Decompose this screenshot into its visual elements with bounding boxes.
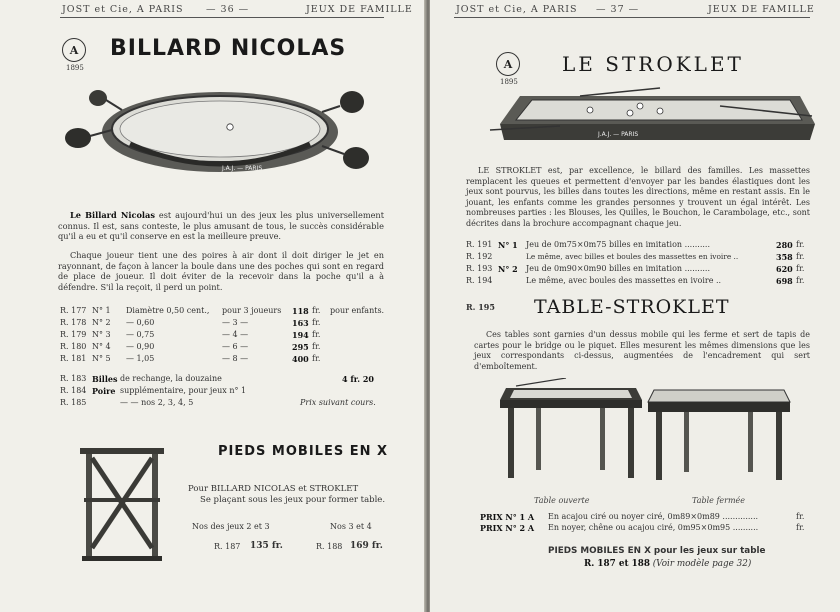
table-fermee-illustration — [644, 384, 794, 488]
left-header-publisher: JOST et Cie, A PARIS — [62, 4, 184, 15]
billard-nicolas-illustration — [60, 80, 380, 190]
caption-table-ouverte: Table ouverte — [534, 496, 590, 505]
pieds-col2-head: Nos 3 et 4 — [330, 522, 372, 531]
pieds-title: PIEDS MOBILES EN X — [218, 444, 389, 459]
footer-line1: PIEDS MOBILES EN X pour les jeux sur table — [548, 546, 766, 556]
billard-rules: Chaque joueur tient une des poires à air dont il doit diriger le jet en rayonnant, de façon à lancer la boule dans une des poches qui sont en regard de place de joueur. Il doit éviter de la recevoir dans la poche qu'il a à défendre. S'il la reçoit, il perd un point. — [58, 250, 384, 292]
pieds-line2: Se plaçant sous les jeux pour former table. — [200, 495, 386, 505]
stroklet-illustration — [480, 86, 820, 156]
pieds-line1: Pour BILLARD NICOLAS et STROKLET — [188, 484, 359, 494]
left-header-section: JEUX DE FAMILLE — [306, 4, 413, 15]
pieds-col1-ref: R. 187 — [214, 542, 241, 551]
billard-intro-name: Le Billard Nicolas — [70, 210, 155, 220]
right-logo-year: 1895 — [500, 78, 518, 86]
pieds-col1-head: Nos des jeux 2 et 3 — [192, 522, 270, 531]
stroklet-image-label: J.A.J. — PARIS — [598, 131, 639, 138]
footer-ref: R. 187 et 188 — [584, 559, 650, 569]
pieds-col2-ref: R. 188 — [316, 542, 343, 551]
left-logo-icon: A — [62, 38, 86, 62]
left-page: JOST et Cie, A PARIS — 36 — JEUX DE FAMILLE A 1895 BILLARD NICOLAS J.A.J. — PARIS Le Billard Nicolas est aujourd'hui un des jeux les plus universellement connus. Il est, sans conteste, le plus amusant de tous, le succès considérable qu'il a eu et qu'il conserve en est la meilleure preuve. Chaque joueur tient une des poires à air dont il doit diriger le jet en rayonnant, de façon à lancer la boule dans une des poches qui sont en regard de place de joueur. Il doit éviter de la recevoir dans la poche qu'il a à défendre. S'il la reçoit, il perd un point. R. 177 N° 1 Diamètre 0,50 cent., pour 3 joueurs 118 fr. pour enfants. R. 178 N° 2 — 0,60 — 3 — 163 fr. R. 179 N° 3 — 0,75 — 4 — 194 fr. R. 180 N° 4 — 0,90 — 6 — 295 fr. R. 181 N° 5 — 1,05 — 8 — 400 fr. R. 183 Billes de rechange, la douzaine 4 fr. 20 R. 184 Poire supplémentaire, pour jeux n° 1 R. 185 — — nos 2, 3, 4, 5 Prix suivant cours. PIEDS MOBILES EN X Pour BILLARD NICOLAS et STROKLET Se plaçant sous les jeux pour former table. Nos des jeux 2 et 3 Nos 3 et 4 R. 187 135 fr. R. 188 169 fr. — [0, 0, 426, 612]
footer-line2 — [584, 559, 751, 569]
left-logo-year: 1895 — [66, 64, 84, 72]
left-header-rule — [60, 17, 384, 18]
right-logo-icon: A — [496, 52, 520, 76]
billard-intro — [58, 210, 384, 242]
right-header-rule — [454, 17, 810, 18]
left-page-title: BILLARD NICOLAS — [110, 36, 347, 61]
billard-image-label: J.A.J. — PARIS — [222, 165, 263, 172]
table-ouverte-illustration — [496, 378, 646, 488]
right-header-publisher: JOST et Cie, A PARIS — [456, 4, 578, 15]
table-ref: R. 195 — [466, 302, 495, 312]
right-page: JOST et Cie, A PARIS — 37 — JEUX DE FAMILLE A 1895 LE STROKLET J.A.J. — PARIS LE STROKLET est, par excellence, le billard des familles. Les massettes remplacent les queues et permettent d'envoyer par les bandes élastiques dont les jeux sont pourvus, les billes dans toutes les directions, même en restant assis. En le jouant, les enfants comme les grandes personnes y trouvent un égal intérêt. Les nombreuses parties : les Blouses, les Quilles, le Bouchon, le Carambolage, etc., sont décrites dans la brochure accompagnant chaque jeu. R. 191 N° 1 Jeu de 0m75×0m75 billes en imitation .......... 280 fr. R. 192 Le même, avec billes et boules des massettes en ivoire .. 358 fr. R. 193 N° 2 Jeu de 0m90×0m90 billes en imitation .......... 620 fr. R. 194 Le même, avec boules des massettes en ivoire .. 698 fr. R. 195 TABLE-STROKLET Ces tables sont garnies d'un dessus mobile qui les ferme et sert de tapis de cartes pour le bridge ou le piquet. Elles mesurent les mêmes dimensions que les jeux correspondants ci-dessus, augmentées de l'encadrement qui sert d'emboîtement. Table ouverte Table fermée PRIX N° 1 A En acajou ciré ou noyer ciré, 0m89×0m89 .............. fr. PRIX N° 2 A En noyer, chêne ou acajou ciré, 0m95×0m95 .......... fr. PIEDS MOBILES EN X pour les jeux sur table R. 187 et 188 (Voir modèle page 32) — [430, 0, 840, 612]
right-page-title: LE STROKLET — [562, 52, 744, 76]
stroklet-intro: LE STROKLET est, par excellence, le billard des familles. Les massettes remplacent les queues et permettent d'envoyer par les bandes élastiques dont les jeux sont pourvus, les billes dans toutes les directions, même en restant assis. En le jouant, les enfants comme les grandes personnes y trouvent un égal intérêt. Les nombreuses parties : les Blouses, les Quilles, le Bouchon, le Carambolage, etc., sont décrites dans la brochure accompagnant chaque jeu. — [466, 166, 810, 228]
caption-table-fermee: Table fermée — [692, 496, 746, 505]
billard-intro-text: est aujourd'hui un des jeux les plus universellement connus. Il est, sans conteste, le plus amusant de tous, le succès considérable qu'il a eu et qu'il conserve en est la meilleure preuve. — [58, 210, 384, 242]
pieds-col1-price: 135 fr. — [250, 541, 283, 551]
pieds-mobiles-illustration — [72, 438, 172, 568]
table-description: Ces tables sont garnies d'un dessus mobile qui les ferme et sert de tapis de cartes pour le bridge ou le piquet. Elles mesurent les mêmes dimensions que les jeux correspondants ci-dessus, augmentées de l'encadrement qui sert d'emboîtement. — [474, 330, 810, 371]
footer-note: (Voir modèle page 32) — [652, 559, 752, 569]
right-header-page: — 37 — — [596, 4, 640, 15]
right-header-section: JEUX DE FAMILLE — [708, 4, 815, 15]
left-header-page: — 36 — — [206, 4, 250, 15]
table-stroklet-title: TABLE-STROKLET — [534, 296, 730, 318]
pieds-col2-price: 169 fr. — [350, 541, 383, 551]
